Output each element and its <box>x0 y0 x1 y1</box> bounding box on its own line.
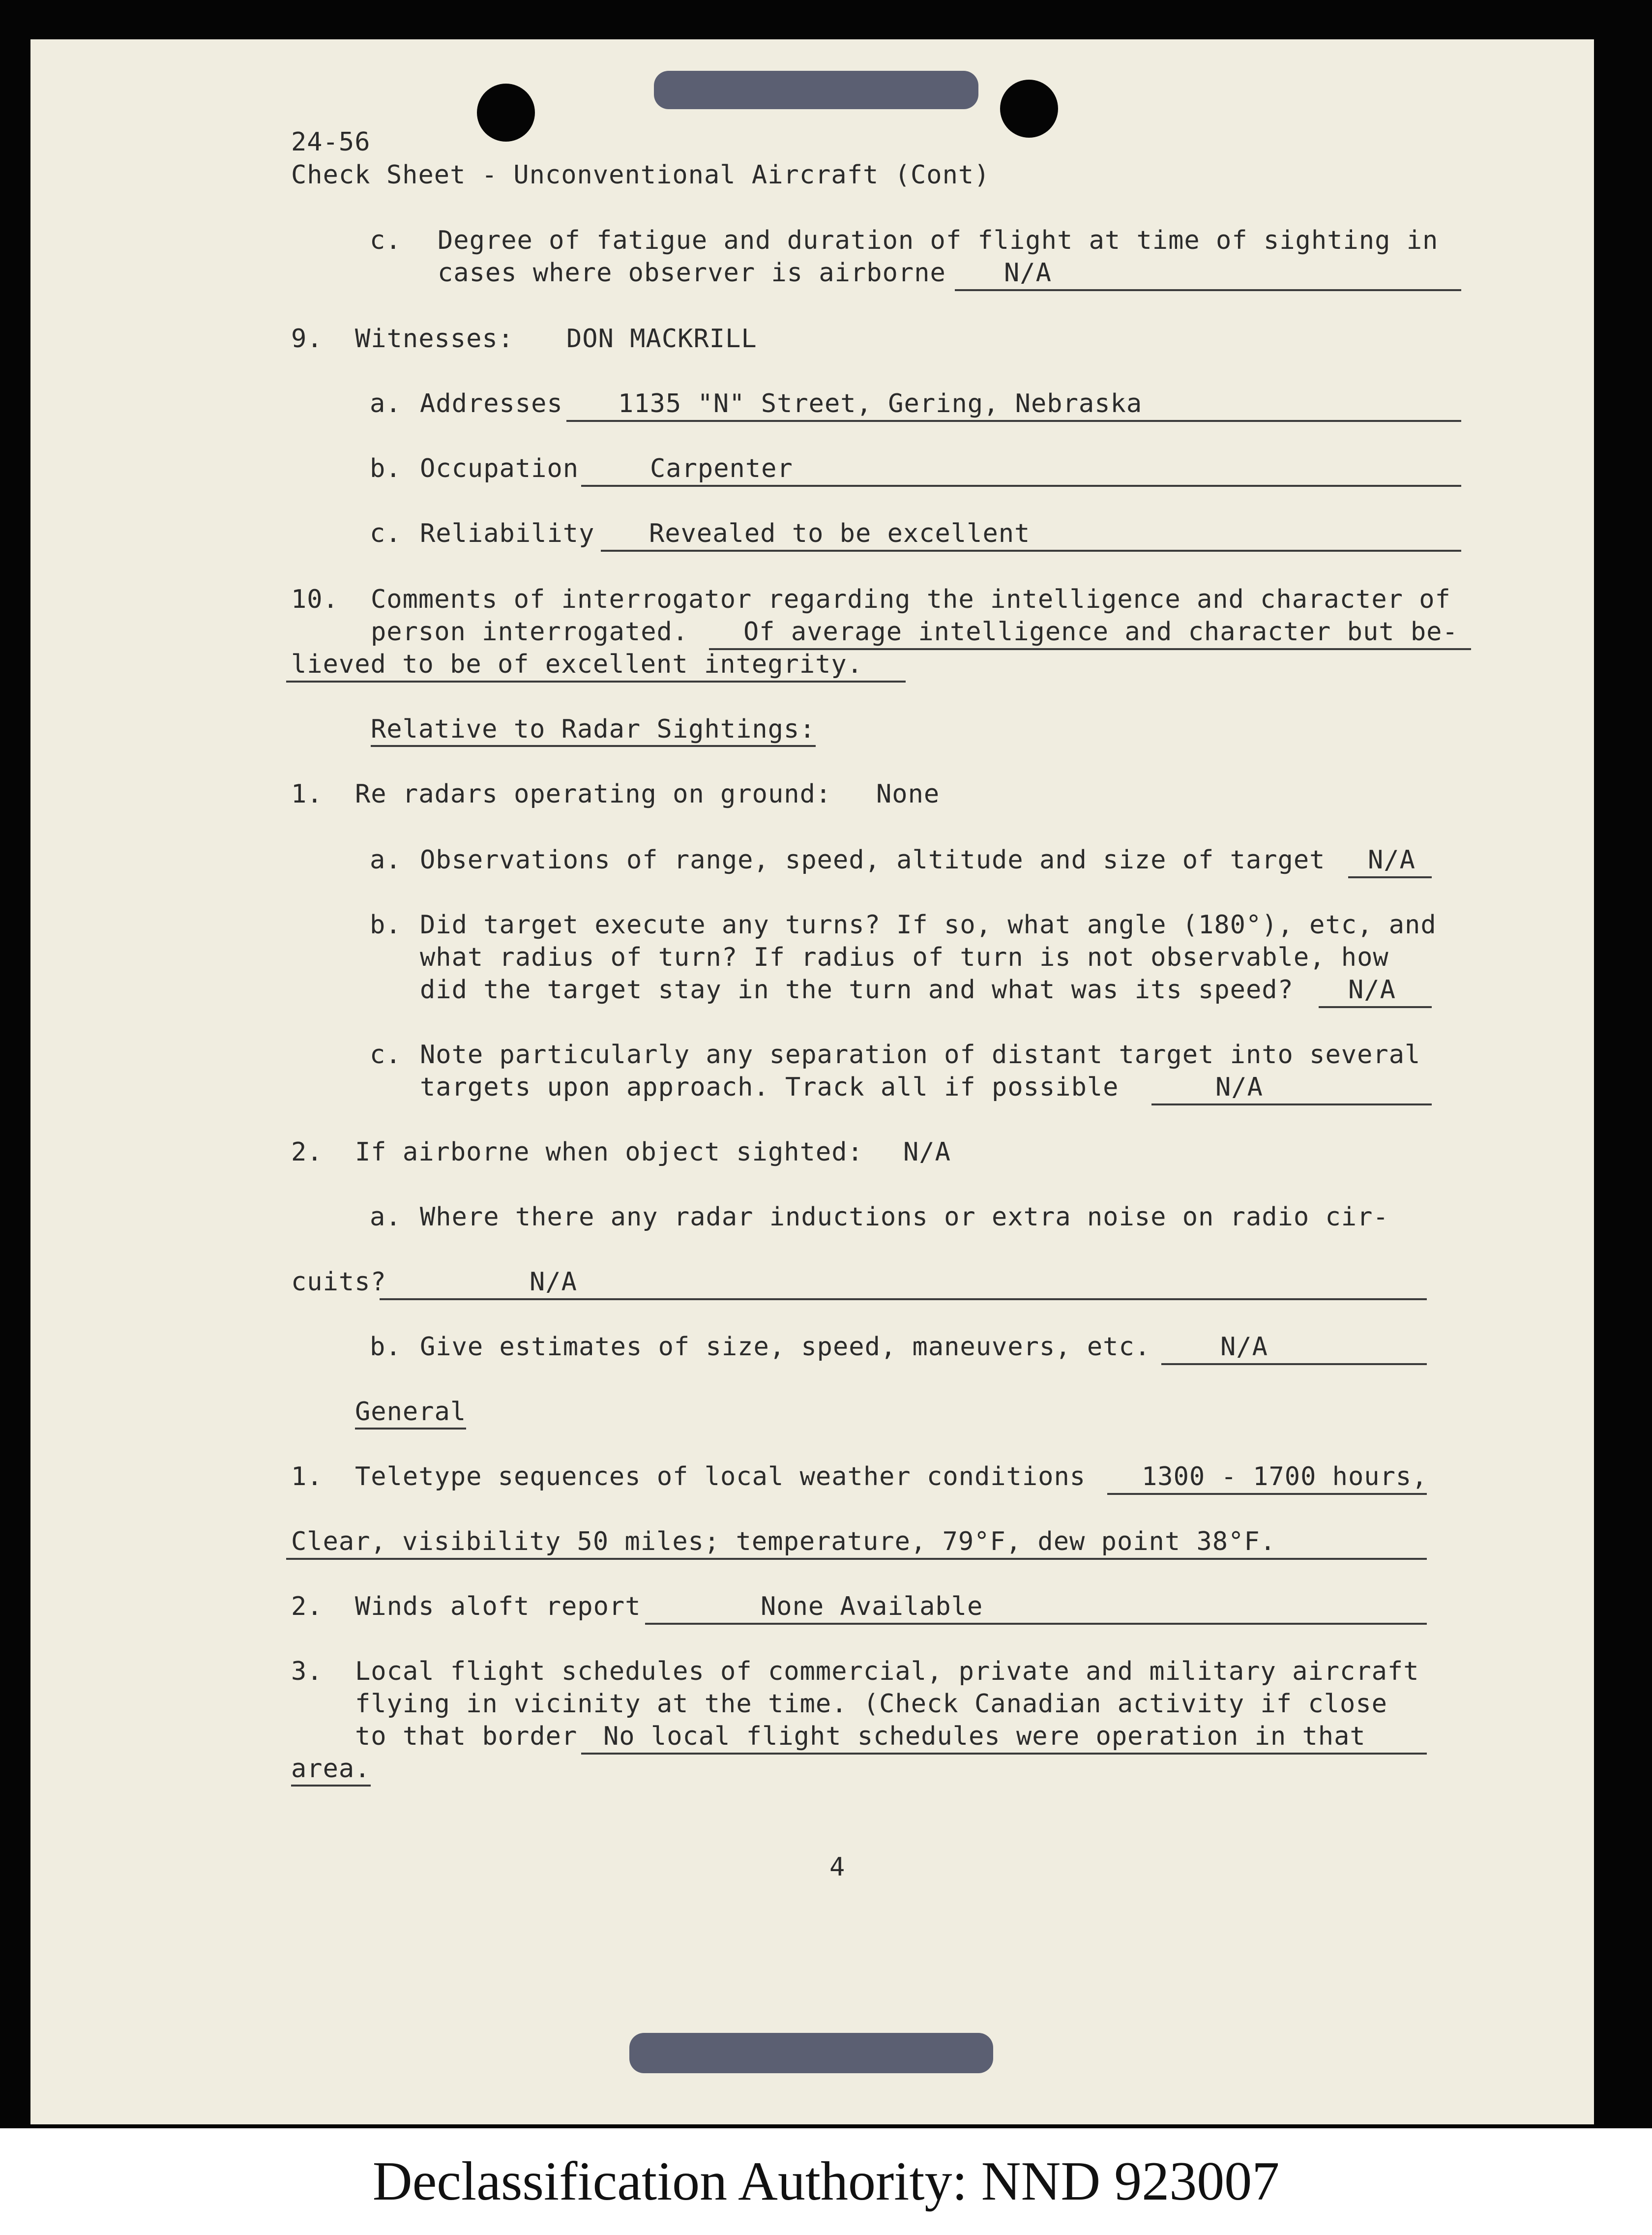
airborne-number: 2. <box>291 1137 323 1167</box>
witnesses-label: Witnesses: <box>355 324 514 354</box>
airborne-label: If airborne when object sighted: <box>355 1137 863 1167</box>
general-1-line2-underline <box>286 1558 1427 1560</box>
addresses-value: 1135 "N" Street, Gering, Nebraska <box>618 389 1143 418</box>
general-3-line1: Local flight schedules of commercial, private and military aircraft <box>355 1657 1419 1686</box>
airborne-a-label: a. <box>370 1202 402 1232</box>
comments-line1: Comments of interrogator regarding the intelligence and character of <box>371 585 1451 614</box>
radar-a-label: a. <box>370 845 402 875</box>
radar-ground-value: None <box>876 779 940 809</box>
punch-hole-right <box>1000 80 1058 138</box>
radar-ground-number: 1. <box>291 779 323 809</box>
item-c-line1: Degree of fatigue and duration of flight at time of sighting in <box>438 226 1439 255</box>
airborne-b-text: Give estimates of size, speed, maneuvers, etc. <box>420 1332 1151 1362</box>
addresses-label: a. <box>370 389 402 418</box>
airborne-b-value: N/A <box>1220 1332 1268 1362</box>
addresses-field-label: Addresses <box>420 389 563 418</box>
general-1-line2: Clear, visibility 50 miles; temperature, 79°F, dew point 38°F. <box>291 1527 1276 1556</box>
radar-a-value: N/A <box>1368 845 1416 875</box>
witness-name: DON MACKRILL <box>566 324 757 354</box>
radar-b-line3: did the target stay in the turn and what was its speed? <box>420 975 1294 1005</box>
witnesses-number: 9. <box>291 324 323 354</box>
radar-a-text: Observations of range, speed, altitude and size of target <box>420 845 1326 875</box>
reliability-underline <box>601 550 1461 552</box>
radar-b-value: N/A <box>1348 975 1396 1005</box>
reliability-marker: c. <box>370 519 402 548</box>
item-c-value: N/A <box>1004 258 1052 288</box>
punch-hole-left <box>477 84 535 142</box>
general-3-line4-text: area. <box>291 1754 371 1787</box>
radar-b-line1: Did target execute any turns? If so, what angle (180°), etc, and <box>420 910 1437 940</box>
comments-line2-label: person interrogated. <box>371 617 689 647</box>
general-2-text: Winds aloft report <box>355 1592 641 1621</box>
general-3-number: 3. <box>291 1657 323 1686</box>
general-heading <box>355 1396 466 1428</box>
declassification-authority: Declassification Authority: NND 923007 <box>0 2128 1652 2235</box>
redaction-mark-top <box>654 71 978 109</box>
airborne-a-underline <box>380 1298 1427 1300</box>
general-3-line3-value: No local flight schedules were operation in that <box>603 1722 1366 1751</box>
reliability-field-label: Reliability <box>420 519 595 548</box>
redaction-mark-bottom <box>629 2033 993 2073</box>
item-c-line2: cases where observer is airborne <box>438 258 946 288</box>
comments-line2-value: Of average intelligence and character but be- <box>743 617 1458 647</box>
airborne-b-underline <box>1161 1363 1427 1365</box>
radar-a-underline <box>1348 876 1432 878</box>
general-heading-text: General <box>355 1397 466 1430</box>
radar-b-underline <box>1319 1006 1432 1008</box>
comments-line3-value: lieved to be of excellent integrity. <box>291 650 863 679</box>
general-2-value: None Available <box>761 1592 983 1621</box>
general-2-underline <box>645 1623 1427 1625</box>
radar-c-line2: targets upon approach. Track all if possible <box>420 1073 1119 1102</box>
radar-c-underline <box>1151 1103 1432 1105</box>
occupation-marker: b. <box>370 454 402 483</box>
form-number: 24-56 <box>291 127 371 157</box>
radar-heading <box>371 713 816 745</box>
general-1-value: 1300 - 1700 hours, <box>1142 1462 1428 1491</box>
airborne-a-value: N/A <box>530 1267 577 1297</box>
occupation-value: Carpenter <box>650 454 793 483</box>
reliability-value: Revealed to be excellent <box>649 519 1031 548</box>
general-3-line4 <box>291 1753 371 1785</box>
general-2-number: 2. <box>291 1592 323 1621</box>
general-3-line3-underline <box>581 1753 1427 1755</box>
general-1-text: Teletype sequences of local weather conditions <box>355 1462 1086 1491</box>
airborne-value: N/A <box>903 1137 951 1167</box>
radar-c-line1: Note particularly any separation of distant target into several <box>420 1040 1421 1070</box>
comments-number: 10. <box>291 585 339 614</box>
general-3-line2: flying in vicinity at the time. (Check Canadian activity if close <box>355 1689 1387 1719</box>
page-number: 4 <box>829 1852 846 1882</box>
sheet-title: Check Sheet - Unconventional Aircraft (Cont) <box>291 160 990 190</box>
radar-heading-text: Relative to Radar Sightings: <box>371 715 816 747</box>
general-1-underline <box>1107 1493 1427 1495</box>
radar-c-label: c. <box>370 1040 402 1070</box>
occupation-field-label: Occupation <box>420 454 579 483</box>
item-c-underline <box>955 289 1461 291</box>
airborne-b-label: b. <box>370 1332 402 1362</box>
radar-b-label: b. <box>370 910 402 940</box>
general-1-number: 1. <box>291 1462 323 1491</box>
item-c-label: c. <box>370 226 402 255</box>
airborne-a-line2: cuits? <box>291 1267 386 1297</box>
radar-ground-label: Re radars operating on ground: <box>355 779 832 809</box>
radar-c-value: N/A <box>1215 1073 1263 1102</box>
occupation-underline <box>581 485 1461 487</box>
radar-b-line2: what radius of turn? If radius of turn is not observable, how <box>420 943 1389 972</box>
general-3-line3-label: to that border <box>355 1722 578 1751</box>
document-page <box>30 39 1594 2124</box>
addresses-underline <box>566 420 1461 422</box>
airborne-a-line1: Where there any radar inductions or extra noise on radio cir- <box>420 1202 1389 1232</box>
comments-line3-underline <box>286 681 906 683</box>
